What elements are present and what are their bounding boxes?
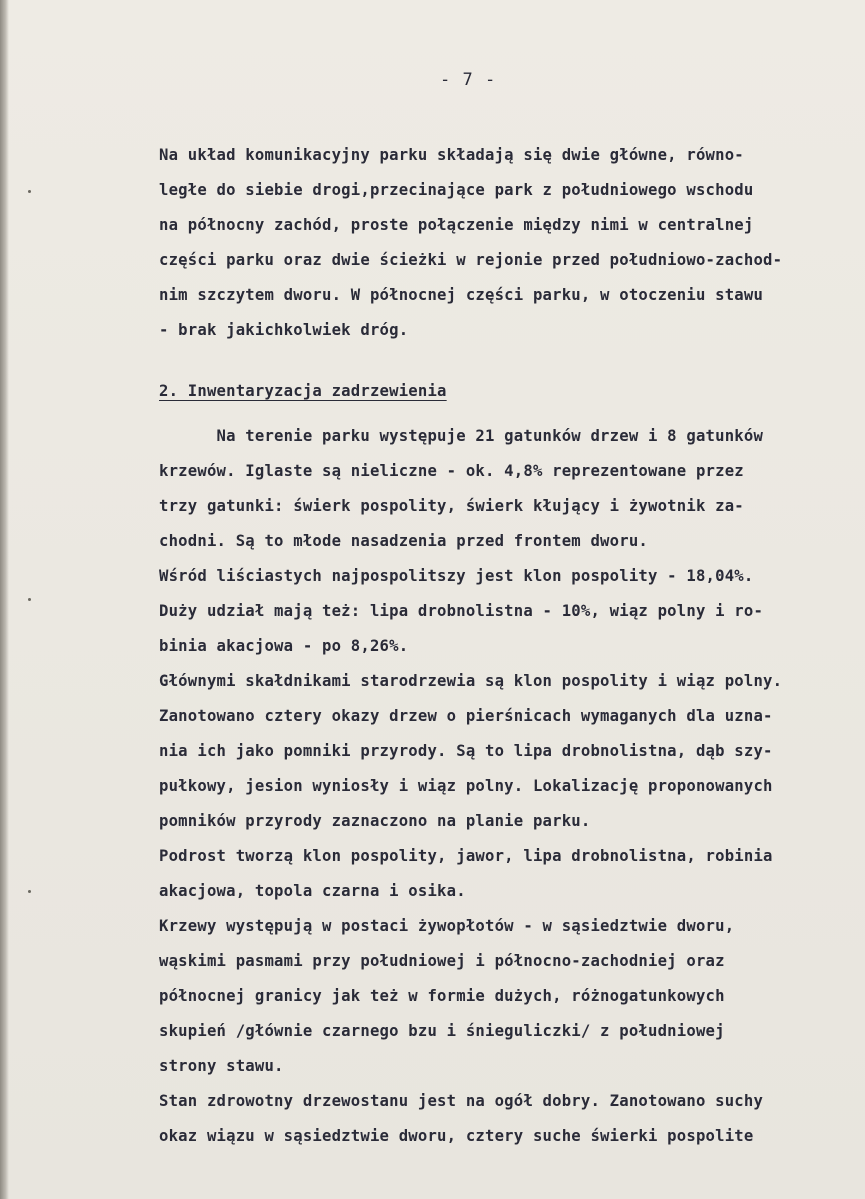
text-line: pułkowy, jesion wyniosły i wiąz polny. Lokalizację proponowanych bbox=[159, 777, 773, 795]
text-line: Duży udział mają też: lipa drobnolistna - 10%, wiąz polny i ro- bbox=[159, 602, 764, 620]
page-mark bbox=[28, 598, 31, 601]
text-line: Na układ komunikacyjny parku składają się dwie główne, równo- bbox=[159, 146, 744, 164]
text-line: ległe do siebie drogi,przecinające park z południowego wschodu bbox=[159, 181, 754, 199]
page-left-edge bbox=[0, 0, 9, 1199]
text-line: - brak jakichkolwiek dróg. bbox=[159, 321, 409, 339]
text-line: pomników przyrody zaznaczono na planie parku. bbox=[159, 812, 591, 830]
text-line: strony stawu. bbox=[159, 1057, 284, 1075]
text-line: krzewów. Iglaste są nieliczne - ok. 4,8% reprezentowane przez bbox=[159, 462, 744, 480]
text-line: Głównymi skałdnikami starodrzewia są klon pospolity i wiąz polny. bbox=[159, 672, 783, 690]
text-line: chodni. Są to młode nasadzenia przed frontem dworu. bbox=[159, 532, 648, 550]
page-mark bbox=[28, 190, 31, 193]
section-heading: 2. Inwentaryzacja zadrzewienia bbox=[159, 382, 447, 400]
page-mark bbox=[28, 890, 31, 893]
text-line: na północny zachód, proste połączenie między nimi w centralnej bbox=[159, 216, 754, 234]
text-line: Na terenie parku występuje 21 gatunków drzew i 8 gatunków bbox=[159, 427, 764, 445]
text-line: Stan zdrowotny drzewostanu jest na ogół dobry. Zanotowano suchy bbox=[159, 1092, 764, 1110]
text-line: trzy gatunki: świerk pospolity, świerk kłujący i żywotnik za- bbox=[159, 497, 744, 515]
text-line: Wśród liściastych najpospolitszy jest klon pospolity - 18,04%. bbox=[159, 567, 754, 585]
text-line: akacjowa, topola czarna i osika. bbox=[159, 882, 466, 900]
text-line: Podrost tworzą klon pospolity, jawor, lipa drobnolistna, robinia bbox=[159, 847, 773, 865]
text-line: nia ich jako pomniki przyrody. Są to lipa drobnolistna, dąb szy- bbox=[159, 742, 773, 760]
text-line: części parku oraz dwie ścieżki w rejonie przed południowo-zachod- bbox=[159, 251, 783, 269]
text-line: binia akacjowa - po 8,26%. bbox=[159, 637, 409, 655]
text-line: okaz wiązu w sąsiedztwie dworu, cztery suche świerki pospolite bbox=[159, 1127, 754, 1145]
page-number: - 7 - bbox=[440, 70, 497, 90]
text-line: Krzewy występują w postaci żywopłotów - w sąsiedztwie dworu, bbox=[159, 917, 735, 935]
text-line: Zanotowano cztery okazy drzew o pierśnicach wymaganych dla uzna- bbox=[159, 707, 773, 725]
text-line: północnej granicy jak też w formie dużych, różnogatunkowych bbox=[159, 987, 725, 1005]
text-line: wąskimi pasmami przy południowej i północno-zachodniej oraz bbox=[159, 952, 725, 970]
text-line: skupień /głównie czarnego bzu i śnieguliczki/ z południowej bbox=[159, 1022, 725, 1040]
text-line: nim szczytem dworu. W północnej części parku, w otoczeniu stawu bbox=[159, 286, 764, 304]
